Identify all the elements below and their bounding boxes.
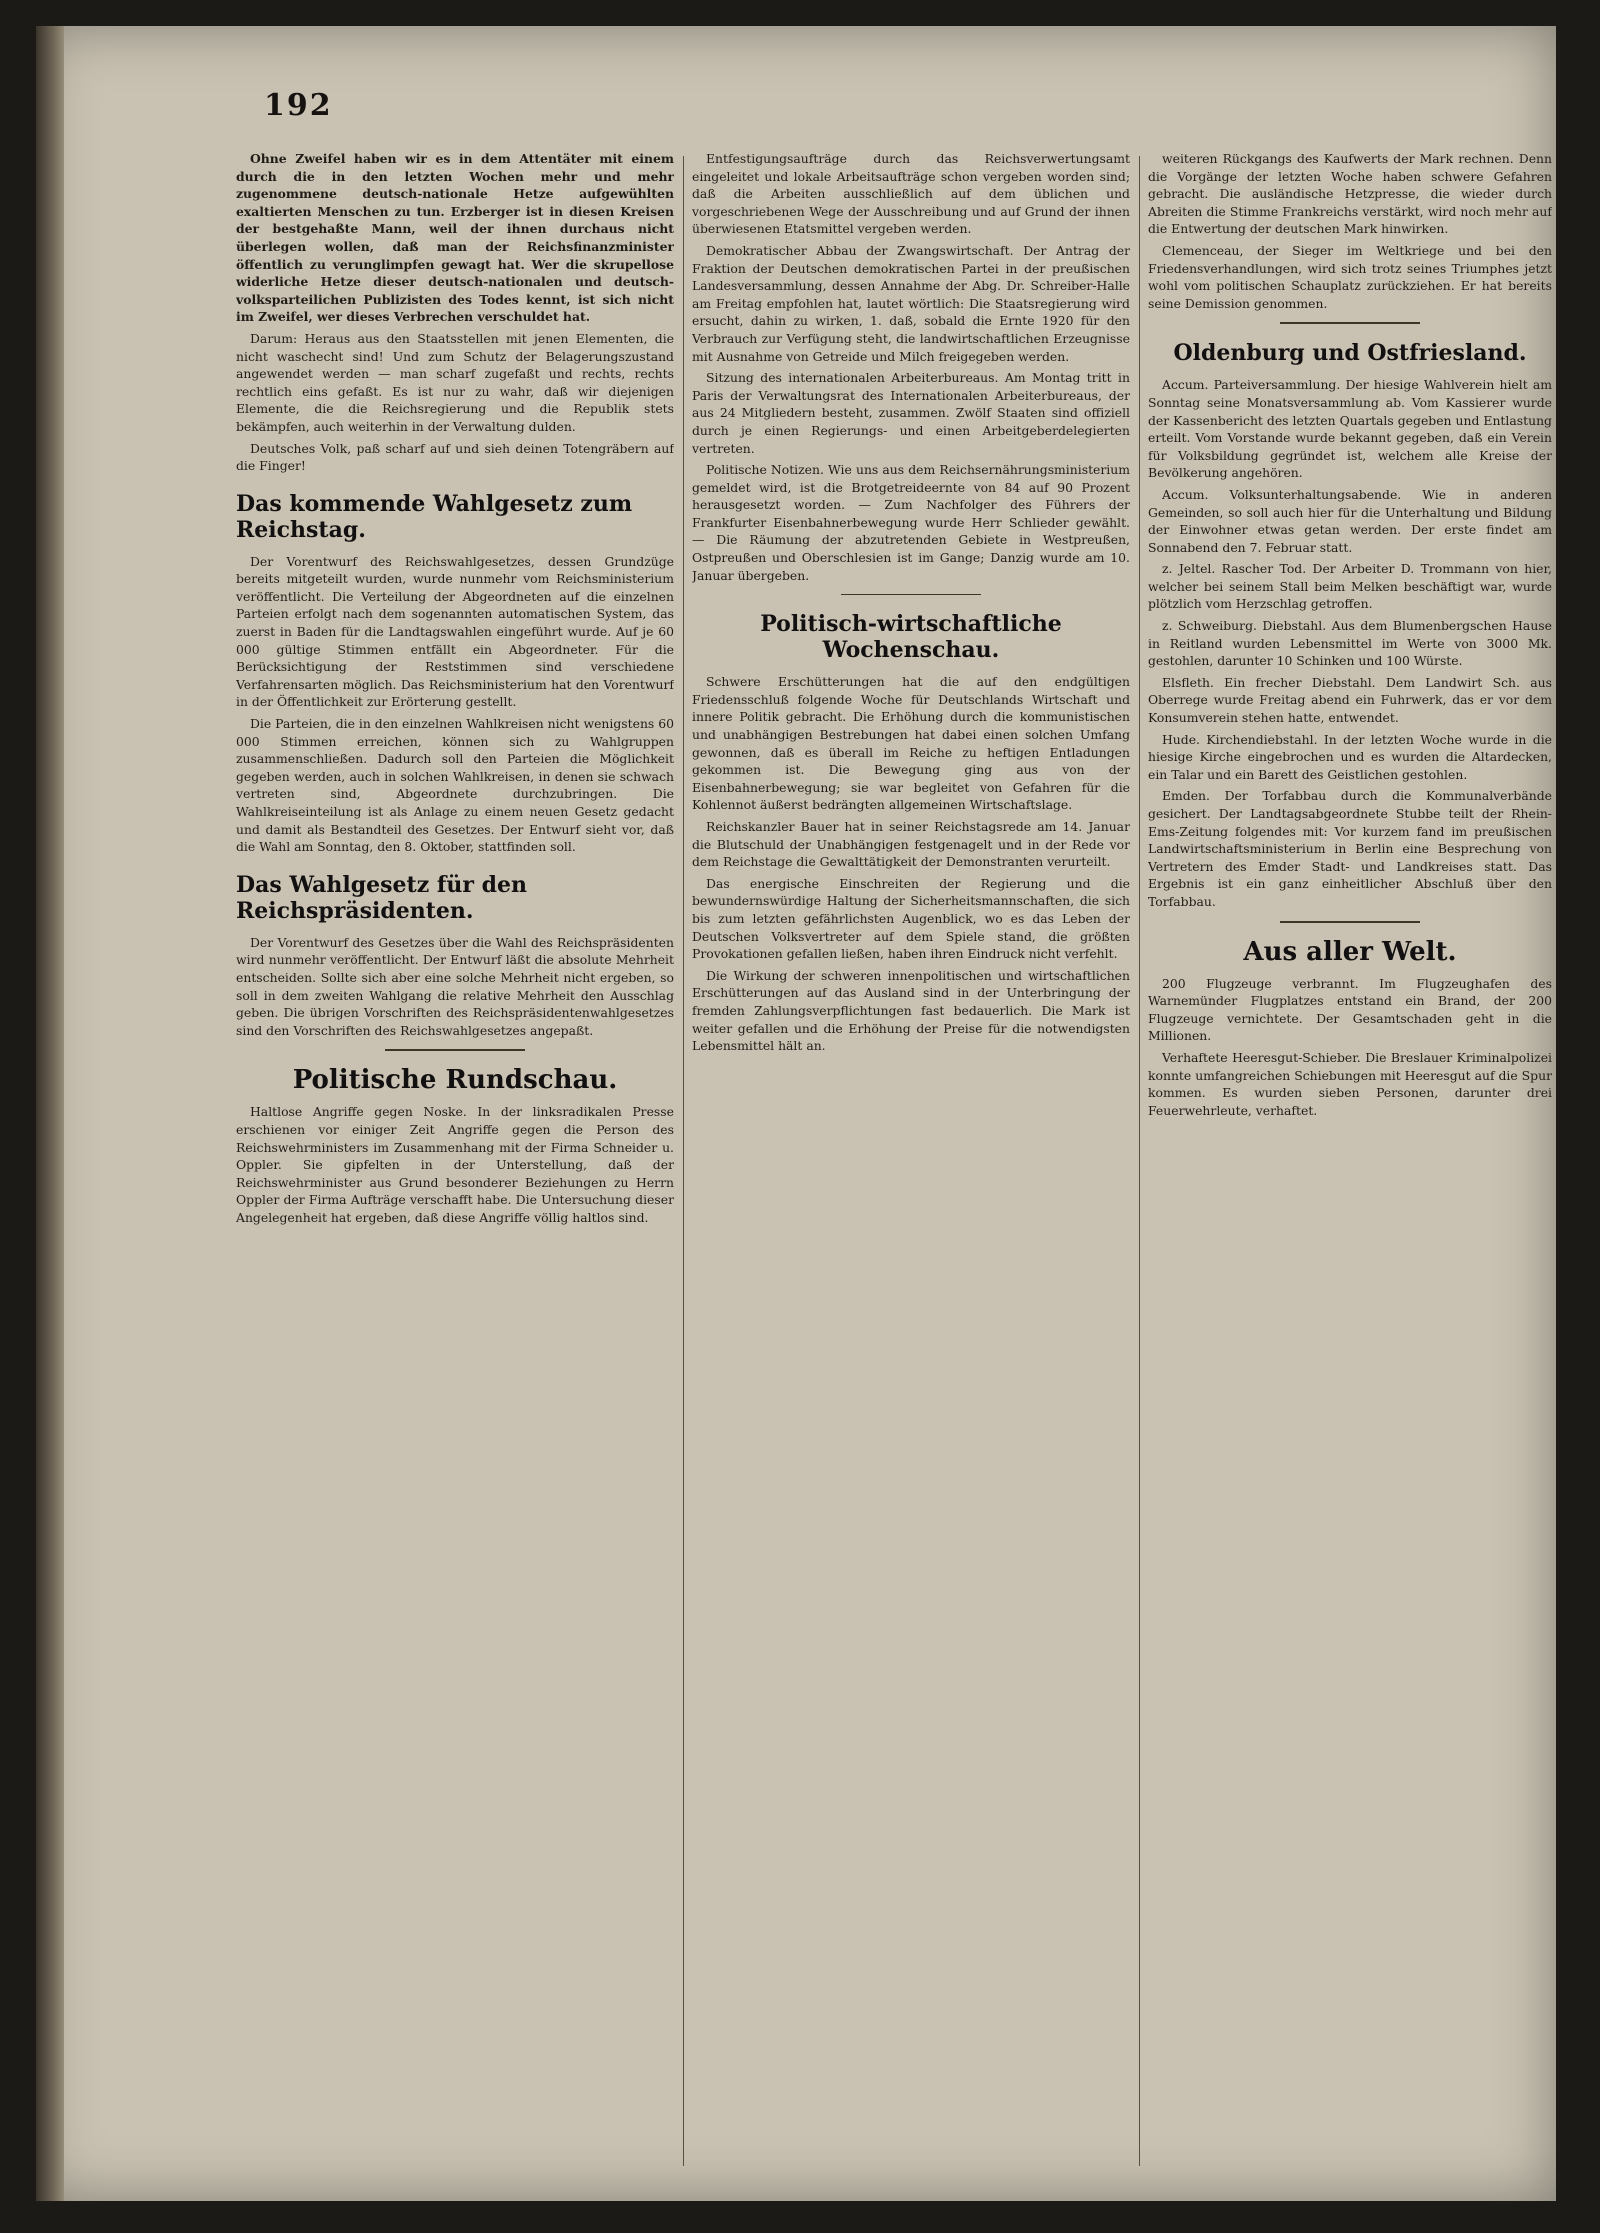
headline-aus-aller-welt: Aus aller Welt. — [1243, 936, 1457, 967]
headline-rundschau: Politische Rundschau. — [292, 1065, 618, 1096]
article-paragraph: Die Wirkung der schweren innenpolitischen und wirtschaftlichen Erschütterungen auf das Ausland sind in der Unterbringung der fremden Zahlungsverpflichtungen fast bedauerlich. Die Mark ist weiter gefallen und die Erhöhung der Preise für die notwendigsten Lebensmittel hält an. — [692, 967, 1130, 1054]
column-rule — [1139, 156, 1140, 2166]
article-paragraph: 200 Flugzeuge verbrannt. Im Flugzeughafen des Warnemünder Flugplatzes entstand ein Brand, der 200 Flugzeuge vernichtete. Der Gesamtschaden geht in die Millionen. — [1148, 975, 1552, 1044]
article-paragraph: Clemenceau, der Sieger im Weltkriege und bei den Friedensverhandlungen, wird sich trotz seines Triumphes jetzt wohl vom politischen Schauplatz zurückziehen. Er hat bereits seine Demission genommen. — [1148, 242, 1552, 311]
article-paragraph: Elsfleth. Ein frecher Diebstahl. Dem Landwirt Sch. aus Oberrege wurde Freitag abend ein Fuhrwerk, das er vor dem Konsumverein stehen hatte, entwendet. — [1148, 674, 1552, 726]
section-divider — [385, 1049, 525, 1051]
article-paragraph: Schwere Erschütterungen hat die auf den endgültigen Friedensschluß folgende Woche für Deutschlands Wirtschaft und innere Politik gebracht. Die Erhöhung durch die kommunistischen und unabhängigen Bestrebungen hat dabei einen solchen Umfang gewonnen, daß es überall im Reiche zu heftigen Entladungen gekommen ist. Die Bewegung ging aus von der Eisenbahnerbewegung; sie war begleitet von Gefahren für die Kohlennot äußerst bedrängten allgemeinen Wirtschaftslage. — [692, 674, 1130, 813]
article-paragraph: Emden. Der Torfabbau durch die Kommunalverbände gesichert. Der Landtagsabgeordnete Stubbe teilt der Rhein-Ems-Zeitung folgendes mit: Vor kurzem fand im preußischen Landwirtschaftsministerium in Berlin eine Besprechung von Vertretern des Emder Stadt- und Landkreises statt. Das Ergebnis ist ein ganz einheitlicher Abschluß über den Torfabbau. — [1148, 788, 1552, 909]
column-left — [236, 150, 674, 2180]
article-paragraph: Hude. Kirchendiebstahl. In der letzten Woche wurde in die hiesige Kirche eingebrochen und es wurden die Altardecken, ein Talar und ein Barett des Geistlichen gestohlen. — [1148, 731, 1552, 782]
article-paragraph: Reichskanzler Bauer hat in seiner Reichstagsrede am 14. Januar die Blutschuld der Unabhängigen festgenagelt und in der Rede vor dem Reichstage die Gewalttätigkeit der Demonstranten verurteilt. — [692, 819, 1130, 870]
section-divider — [841, 594, 981, 595]
headline-wochenschau: Politisch-wirtschaftliche Wochenschau. — [760, 611, 1062, 664]
article-paragraph: Der Vorentwurf des Gesetzes über die Wahl des Reichspräsidenten wird nunmehr veröffentlicht. Der Entwurf läßt die absolute Mehrheit entscheiden. Sollte sich aber eine solche Mehrheit nicht ergeben, so soll in dem zweiten Wahlgang die relative Mehrheit den Ausschlag geben. Die übrigen Vorschriften des Reichspräsidentenwahlgesetzes sind den Vorschriften des Reichswahlgesetzes angepaßt. — [236, 934, 674, 1038]
article-paragraph: Darum: Heraus aus den Staatsstellen mit jenen Elementen, die nicht waschecht sind! Und zum Schutz der Belagerungszustand angewendet werden — man scharf zugefaßt und rechts, rechts rechtlich eins gefaßt. Es ist nur zu wahr, daß wir diejenigen Elemente, die die Reichsregierung und die Republik stets bekämpfen, auch weiterhin in der Verwaltung dulden. — [236, 330, 674, 434]
headline-wahlgesetz-praesident: Das Wahlgesetz für den Reichspräsidenten. — [236, 871, 527, 924]
article-paragraph: Verhaftete Heeresgut-Schieber. Die Breslauer Kriminalpolizei konnte umfangreichen Schiebungen mit Heeresgut auf die Spur kommen. Es wurden sieben Personen, darunter drei Feuerwehrleute, verhaftet. — [1148, 1049, 1552, 1118]
article-paragraph: Ohne Zweifel haben wir es in dem Attentäter mit einem durch die in den letzten Wochen mehr und mehr zugenommene deutsch-nationale Hetze aufgewühlten exaltierten Menschen zu tun. Erzberger ist in diesen Kreisen der bestgehaßte Mann, weil der ihnen durchaus nicht überlegen wollen, daß man der Reichsfinanzminister öffentlich zu verunglimpfen gewagt hat. Wer die skrupellose widerliche Hetze dieser deutsch-nationalen und deutsch-volksparteilichen Publizisten des Todes kennt, ist sich nicht im Zweifel, wer dieses Verbrechen verschuldet hat. — [236, 151, 674, 325]
headline-wahlgesetz-reichstag: Das kommende Wahlgesetz zum Reichstag. — [236, 490, 633, 543]
article-paragraph: Politische Notizen. Wie uns aus dem Reichsernährungsministerium gemeldet wird, ist die Brotgetreideernte von 84 auf 90 Prozent herausgesetzt worden. — Zum Nachfolger des Führers der Frankfurter Eisenbahnerbewegung wurde Herr Schlieder gewählt. — Die Räumung der abzutretenden Gebiete in Westpreußen, Ostpreußen und Oberschlesien ist im Gange; Danzig wurde am 10. Januar übergeben. — [692, 462, 1130, 583]
article-paragraph: Demokratischer Abbau der Zwangswirtschaft. Der Antrag der Fraktion der Deutschen demokratischen Partei in der preußischen Landesversammlung, dessen Annahme der Abg. Dr. Schreiber-Halle am Freitag empfohlen hat, lautet wörtlich: Die Staatsregierung wird ersucht, dahin zu wirken, 1. daß, sobald die Ernte 1920 für den Verbrauch zur Verfügung steht, die landwirtschaftlichen Erzeugnisse mit Ausnahme von Getreide und Milch freigegeben werden. — [692, 242, 1130, 364]
article-paragraph: Haltlose Angriffe gegen Noske. In der linksradikalen Presse erschienen vor einiger Zeit Angriffe gegen die Person des Reichswehrministers im Zusammenhang mit der Firma Schneider u. Oppler. Sie gipfelten in der Unterstellung, daß der Reichswehrminister aus Grund besonderer Beziehungen zu Herrn Oppler der Firma Aufträge verschafft habe. Die Untersuchung dieser Angelegenheit hat ergeben, daß diese Angriffe völlig haltlos sind. — [236, 1104, 674, 1225]
article-paragraph: Accum. Volksunterhaltungsabende. Wie in anderen Gemeinden, so soll auch hier für die Unterhaltung und Bildung der Einwohner etwas getan werden. Der erste findet am Sonnabend den 7. Februar statt. — [1148, 486, 1552, 555]
column-middle — [692, 150, 1130, 2180]
article-paragraph: weiteren Rückgangs des Kaufwerts der Mark rechnen. Denn die Vorgänge der letzten Woche haben schwere Gefahren gebracht. Die ausländische Hetzpresse, die wieder durch Abreiten die Stimme Frankreichs verstärkt, wird noch mehr auf die Entwertung der deutschen Mark hinwirken. — [1148, 151, 1552, 237]
section-divider — [1280, 921, 1420, 923]
page-number: 192 — [264, 88, 333, 123]
article-paragraph: z. Jeltel. Rascher Tod. Der Arbeiter D. Trommann von hier, welcher bei seinem Stall beim Melken beschäftigt war, wurde plötzlich vom Herzschlag getroffen. — [1148, 561, 1552, 612]
newspaper-page — [36, 26, 1556, 2201]
book-spine — [36, 26, 64, 2201]
article-paragraph: z. Schweiburg. Diebstahl. Aus dem Blumenbergschen Hause in Reitland wurden Lebensmittel im Werte von 3000 Mk. gestohlen, darunter 10 Schinken und 100 Würste. — [1148, 618, 1552, 669]
headline-oldenburg: Oldenburg und Ostfriesland. — [1173, 340, 1527, 367]
article-paragraph: Deutsches Volk, paß scharf auf und sieh deinen Totengräbern auf die Finger! — [236, 440, 674, 474]
article-paragraph: Sitzung des internationalen Arbeiterbureaus. Am Montag tritt in Paris der Verwaltungsrat des Internationalen Arbeiterbureaus, der aus 24 Mitgliedern besteht, zusammen. Zwölf Staaten sind offiziell durch je einen Regierungs- und einen Arbeitgeberdelegierten vertreten. — [692, 370, 1130, 456]
article-paragraph: Der Vorentwurf des Reichswahlgesetzes, dessen Grundzüge bereits mitgeteilt wurden, wurde nunmehr vom Reichsministerium veröffentlicht. Die Verteilung der Abgeordneten auf die einzelnen Parteien erfolgt nach dem sogenannten automatischen System, das zuerst in Baden für die Landtagswahlen eingeführt wurde. Auf je 60 000 gültige Stimmen entfällt ein Abgeordneter. Für die Berücksichtigung der Reststimmen sind verschiedene Verfahrensarten möglich. Das Reichsministerium hat den Vorentwurf in der Öffentlichkeit zur Erörterung gestellt. — [236, 553, 674, 710]
column-right — [1148, 150, 1552, 2180]
section-divider — [1280, 322, 1420, 324]
article-paragraph: Entfestigungsaufträge durch das Reichsverwertungsamt eingeleitet und lokale Arbeitsaufträge schon vergeben worden sind; daß die Arbeiten ausschließlich auf dem üblichen und vorgeschriebenen Wege der Ausschreibung und auf Grund der ihnen überwiesenen Etatsmittel vergeben werden. — [692, 151, 1130, 237]
article-paragraph: Die Parteien, die in den einzelnen Wahlkreisen nicht wenigstens 60 000 Stimmen erreichen, können sich zu Wahlgruppen zusammenschließen. Dadurch soll den Parteien die Möglichkeit gegeben werden, auch in solchen Wahlkreisen, in denen sie schwach vertreten sind, Abgeordnete durchzubringen. Die Wahlkreiseinteilung ist als Anlage zu einem neuen Gesetz gedacht und damit als Bestandteil des Gesetzes. Der Entwurf sieht vor, daß die Wahl am Sonntag, den 8. Oktober, stattfinden soll. — [236, 716, 674, 855]
article-paragraph: Das energische Einschreiten der Regierung und die bewundernswürdige Haltung der Sicherheitsmannschaften, die sich bis zum letzten gefährlichsten Augenblick, wo es das Leben der Deutschen Volksvertreter auf dem Spiele stand, die größten Provokationen gefallen ließen, haben ihren Eindruck nicht verfehlt. — [692, 875, 1130, 962]
column-rule — [683, 156, 684, 2166]
article-paragraph: Accum. Parteiversammlung. Der hiesige Wahlverein hielt am Sonntag seine Monatsversammlung ab. Vom Kassierer wurde der Kassenbericht des letzten Quartals gegeben und Entlastung erteilt. Vom Vorstande wurde bekannt gegeben, daß ein Verein für Volksbildung gegründet ist, welchem alle Kreise der Bevölkerung angehören. — [1148, 377, 1552, 481]
